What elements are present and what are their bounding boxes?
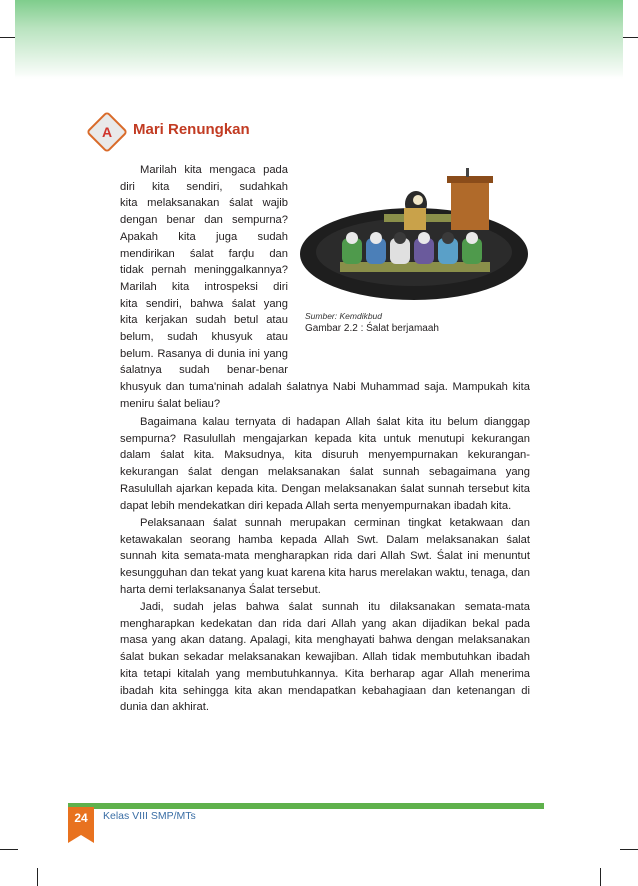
crop-mark [0,849,18,850]
body-paragraph: Jadi, sudah jelas bahwa śalat sunnah itu dilaksanakan semata-mata mengharapkan kedekatan dan rida dari Allah yang akan dijadikan bekal pada masa yang akan datang. Apalagi, kita menghayati bahwa dengan melaksanakan śalat bukan sekadar melaksanakan kewajiban. Allah tidak membutuhkan ibadah kita tetapi kitalah yang membutuhkannya. Kita berharap agar Allah menerima ibadah kita sehingga kita akan mendapatkan kebahagiaan dan ketenangan di dunia dan akhirat. [120,601,530,714]
section-title: Mari Renungkan [133,121,250,138]
figure-caption-text: Gambar 2.2 : Śalat berjamaah [305,323,439,334]
body-paragraph: Pelaksanaan śalat sunnah merupakan cerminan tingkat ketakwaan dan ketawakalan seorang hamba kepada Allah Swt. Dalam melaksanakan śalat sunnah kita semata-mata mengharapkan rida dari Allah Swt. Śalat ini menuntut kesungguhan dan tekat yang kuat karena kita harus merelakan waktu, tenaga, dan harta demi terlaksananya Śalat tersebut. [120,517,530,596]
intro-line: diri kita sendiri, sudahkah [120,180,288,193]
congregational-prayer-illustration [300,158,534,304]
intro-line: Marilah kita mengaca pada [140,164,288,176]
body-paragraph: Bagaimana kalau ternyata di hadapan Allah śalat kita itu belum dianggap sempurna? Rasulullah mengajarkan kepada kita untuk menutupi kekurangan dalam śalat kita. Maksudnya, kita disuruh menyempurnakan kekurangan-kekurangan śalat dengan melaksanakan śalat sunnah sebagaimana yang Rasulullah ajarkan kepada kita. Dengan melaksanakan śalat sunnah tersebut kita dapat lebih mendekatkan diri kepada Allah serta menyempurnakan ibadah kita. [120,416,530,512]
header-band [15,0,623,80]
intro-line: tidak pernah meninggalkannya? [120,264,288,277]
intro-line: kita sendiri, bahwa śalat yang [120,297,288,310]
crop-mark [37,868,38,886]
crop-mark [620,849,638,850]
book-title: Kelas VIII SMP/MTs [103,810,196,822]
intro-line: Marilah kita introspeksi diri [120,280,288,293]
intro-line: śalatnya sudah benar-benar [120,364,288,377]
intro-line: kita kerjakan sudah betul atau [120,314,288,327]
intro-line: kita melaksanakan śalat wajib [120,197,288,210]
section-letter: A [101,124,113,140]
page-number: 24 [68,807,94,835]
intro-tail: khusyuk dan tuma'ninah adalah śalatnya Nabi Muhammad saja. Mampukah kita meniru śalat beliau? [120,381,530,410]
intro-line: dengan benar dan sempurna? [120,214,288,227]
intro-column [120,162,288,379]
intro-line: mendirikan śalat farḑu dan [120,247,288,260]
intro-line: belum, sudah khusyuk atau [120,331,288,344]
intro-line: belum. Rasanya di dunia ini yang [120,347,288,360]
crop-mark [600,868,601,886]
figure-caption [305,311,439,334]
intro-line: Apakah kita juga sudah [120,230,288,243]
figure-source: Sumber: Kemdikbud [305,311,383,321]
footer-rule [68,803,544,809]
